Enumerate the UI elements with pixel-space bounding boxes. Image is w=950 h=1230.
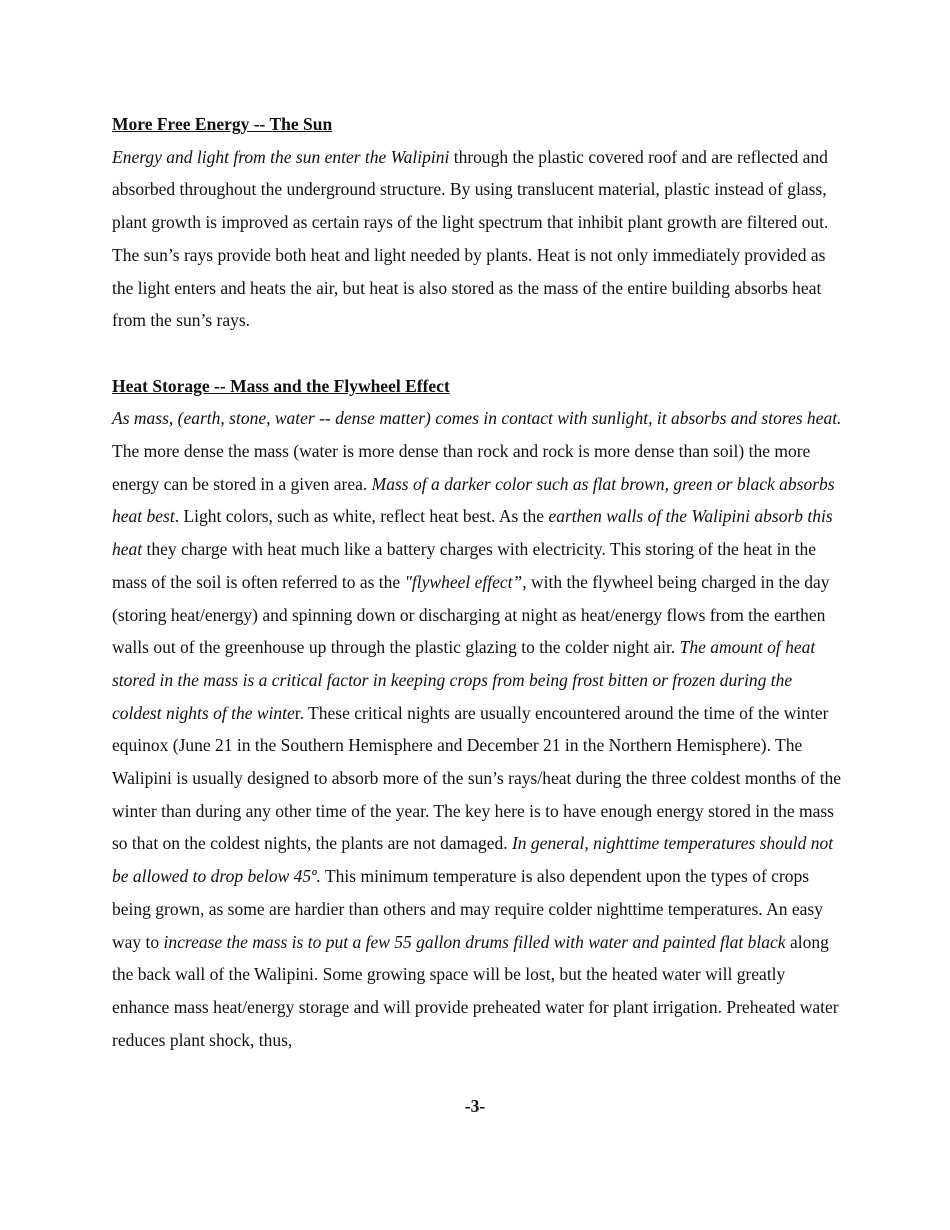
text-run: they charge with heat much like a battery charges with electricity. This storing of the heat in the mass of the soil is often referred to as the [112,539,817,592]
text-run: . Light colors, such as white, reflect heat best. As the [174,506,549,527]
italic-text-run: increase the mass is to put a few 55 gallon drums filled with water and painted flat black [163,931,786,952]
paragraph-heat-storage [112,402,842,1056]
text-run: along the back wall of the Walipini. Some growing space will be lost, but the heated water will greatly enhance mass heat/energy storage and will provide preheated water for plant irrigation. Preheated water reduces plant shock, thus, [112,931,839,1050]
text-run: r. These critical nights are usually encountered around the time of the winter equinox (June 21 in the Southern Hemisphere and December 21 in the Northern Hemisphere). The Walipini is usually designed to absorb more of the sun’s rays/heat during the three coldest months of the winter than during any other time of the year. The key here is to have enough energy stored in the mass so that on the coldest nights, the plants are not damaged. [112,702,842,854]
section-heading-sun: More Free Energy -- The Sun [112,114,333,134]
italic-text-run: The amount of heat stored in the mass is a critical factor in keeping crops from being frost bitten or frozen during the coldest nights of the winte [112,637,816,723]
italic-text-run: In general, nighttime temperatures should not be allowed to drop below 45º. [112,833,834,887]
document-page [112,108,842,1056]
text-run: , with the flywheel being charged in the day (storing heat/energy) and spinning down or discharging at night as heat/energy flows from the earthen walls out of the greenhouse up through the plastic glazing to the colder night air. [112,571,830,658]
section-spacer [112,337,842,370]
text-run: through the plastic covered roof and are reflected and absorbed throughout the underground structure. By using translucent material, plastic instead of glass, plant growth is improved as certain rays of the light spectrum that inhibit plant growth are filtered out. The sun’s rays provide both heat and light needed by plants. Heat is not only immediately provided as the light enters and heats the air, but heat is also stored as the mass of the entire building absorbs heat from the sun’s rays. [112,146,829,331]
italic-text-run: earthen walls of the Walipini absorb this heat [112,506,833,560]
italic-text-run: Mass of a darker color such as flat brown, green or black absorbs heat best [112,473,835,527]
text-run: The more dense the mass (water is more dense than rock and rock is more dense than soil) the more energy can be stored in a given area. [112,441,811,494]
page-number: -3- [464,1096,486,1116]
italic-text-run: Energy and light from the sun enter the Walipini [112,146,450,167]
italic-text-run: "flywheel effect” [404,571,523,592]
section-heading-heat-storage: Heat Storage -- Mass and the Flywheel Effect [112,375,450,396]
paragraph-sun [112,141,842,337]
text-run: This minimum temperature is also dependent upon the types of crops being grown, as some are hardier than others and may require colder nighttime temperatures. An easy way to [112,866,823,952]
italic-text-run: As mass, (earth, stone, water -- dense matter) comes in contact with sunlight, it absorbs and stores heat. [112,408,842,429]
